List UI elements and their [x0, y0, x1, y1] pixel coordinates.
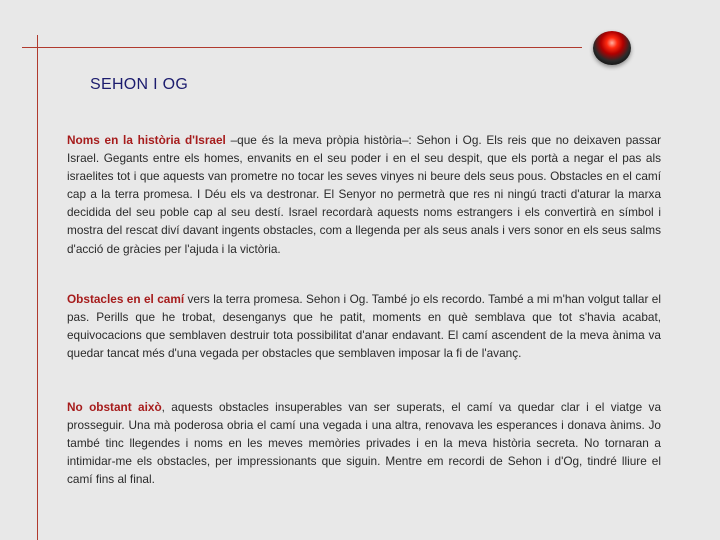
vertical-rule [37, 35, 38, 540]
paragraph-3 [67, 398, 661, 488]
horizontal-rule [22, 47, 582, 48]
page-title: SEHON I OG [90, 76, 189, 93]
paragraph-2 [67, 290, 661, 362]
paragraph-lead: Noms en la història d'Israel [67, 133, 226, 147]
paragraph-text: vers la terra promesa. Sehon i Og. També jo els recordo. També a mi m'han volgut tallar el pas. Perills que he trobat, desenganys que he patit, moments en què semblava que tot s'havia acabat, equivocacions que semblaven destruir tota possibilitat d'anar endavant. El camí ascendent de la meva ànima va quedar tancat més d'una vegada per obstacles que semblaven imposar la fi de l'avanç. [67, 292, 661, 361]
paragraph-lead: Obstacles en el camí [67, 292, 185, 306]
red-orb-icon [593, 31, 631, 65]
paragraph-lead: No obstant això [67, 400, 162, 414]
paragraph-1 [67, 131, 661, 258]
paragraph-text: , aquests obstacles insuperables van ser superats, el camí va quedar clar i el viatge va prosseguir. Una mà poderosa obria el camí una vegada i una altra, renovava les esperances i donava ànims. Jo també tinc llegendes i noms en les meves memòries privades i en la meva història secreta. No tornaran a intimidar-me els obstacles, per impressionants que siguin. Mentre em recordi de Sehon i d'Og, tindré lliure el camí fins al final. [67, 400, 662, 487]
paragraph-text: –que és la meva pròpia història–: Sehon i Og. Els reis que no deixaven passar Israel. Gegants entre els homes, envanits en el seu poder i en el seu despit, que els portà a negar el pas als israelites tot i que aquests van prometre no tocar les seves vinyes ni beure dels seus pous. Obstacles en el camí cap a la terra promesa. I Déu els va destronar. El Senyor no permetrà que res ni ningú tracti d'aturar la marxa decidida del seu poble cap al seu destí. Israel recordarà aquests noms estrangers i els convertirà en símbol i mostra del rescat diví davant ingents obstacles, com a llegenda per als seus anals i vers sonor en els seus salms d'acció de gràcies per l'ajuda i la victòria. [67, 133, 661, 256]
